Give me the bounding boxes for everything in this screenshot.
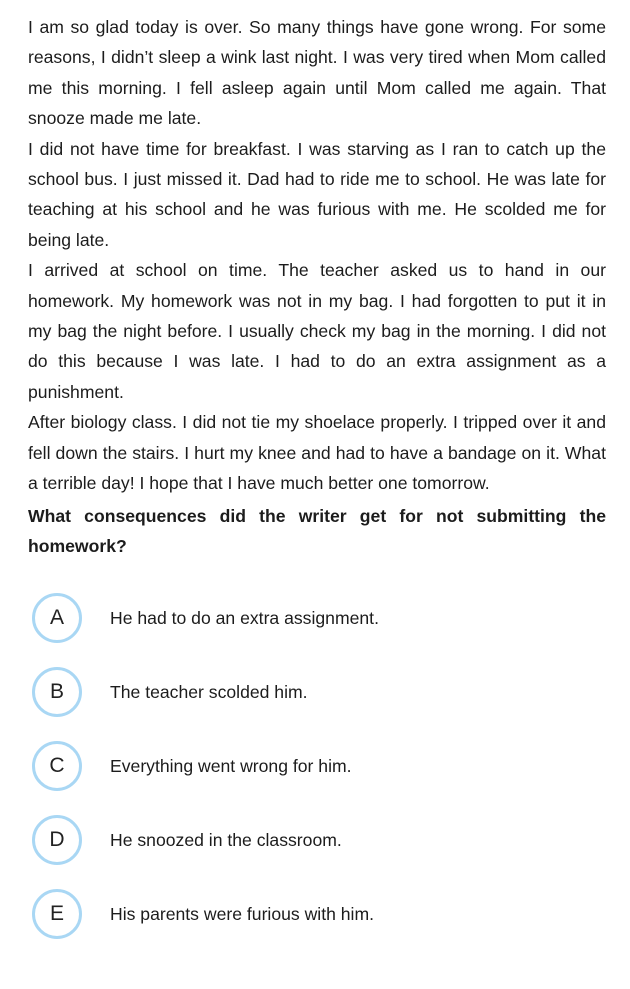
option-b-text[interactable]: The teacher scolded him. bbox=[110, 681, 308, 702]
answer-options bbox=[0, 593, 630, 939]
option-c[interactable] bbox=[32, 741, 630, 791]
option-d-text[interactable]: He snoozed in the classroom. bbox=[110, 829, 342, 850]
option-e[interactable] bbox=[32, 889, 630, 939]
option-d-letter[interactable]: D bbox=[32, 815, 82, 865]
option-e-text[interactable]: His parents were furious with him. bbox=[110, 903, 375, 924]
option-e-letter[interactable]: E bbox=[32, 889, 82, 939]
passage-paragraph-2: I did not have time for breakfast. I was starving as I ran to catch up the school bus. I just missed it. Dad had to ride me to school. He was late for teaching at his school and he was furious with me. He scolded me for being late. bbox=[28, 138, 606, 250]
passage-paragraph-4: After biology class. I did not tie my shoelace properly. I tripped over it and fell down the stairs. I hurt my knee and had to have a bandage on it. What a terrible day! I hope that I have much better one tomorrow. bbox=[28, 412, 606, 494]
option-c-text[interactable]: Everything went wrong for him. bbox=[110, 755, 352, 776]
option-a-letter[interactable]: A bbox=[32, 593, 82, 643]
option-b[interactable] bbox=[32, 667, 630, 717]
passage-paragraph-1: I am so glad today is over. So many things have gone wrong. For some reasons, I didn’t sleep a wink last night. I was very tired when Mom called me this morning. I fell asleep again until Mom called me again. That snooze made me late. bbox=[28, 17, 606, 129]
option-d[interactable] bbox=[32, 815, 630, 865]
option-b-letter[interactable]: B bbox=[32, 667, 82, 717]
option-c-letter[interactable]: C bbox=[32, 741, 82, 791]
passage-paragraph-3: I arrived at school on time. The teacher asked us to hand in our homework. My homework was not in my bag. I had forgotten to put it in my bag the night before. I usually check my bag in the morning. I did not do this because I was late. I had to do an extra assignment as a punishment. bbox=[28, 260, 606, 402]
option-a-text[interactable]: He had to do an extra assignment. bbox=[110, 607, 379, 628]
question-text: What consequences did the writer get for not submitting the homework? bbox=[28, 505, 606, 556]
option-a[interactable] bbox=[32, 593, 630, 643]
